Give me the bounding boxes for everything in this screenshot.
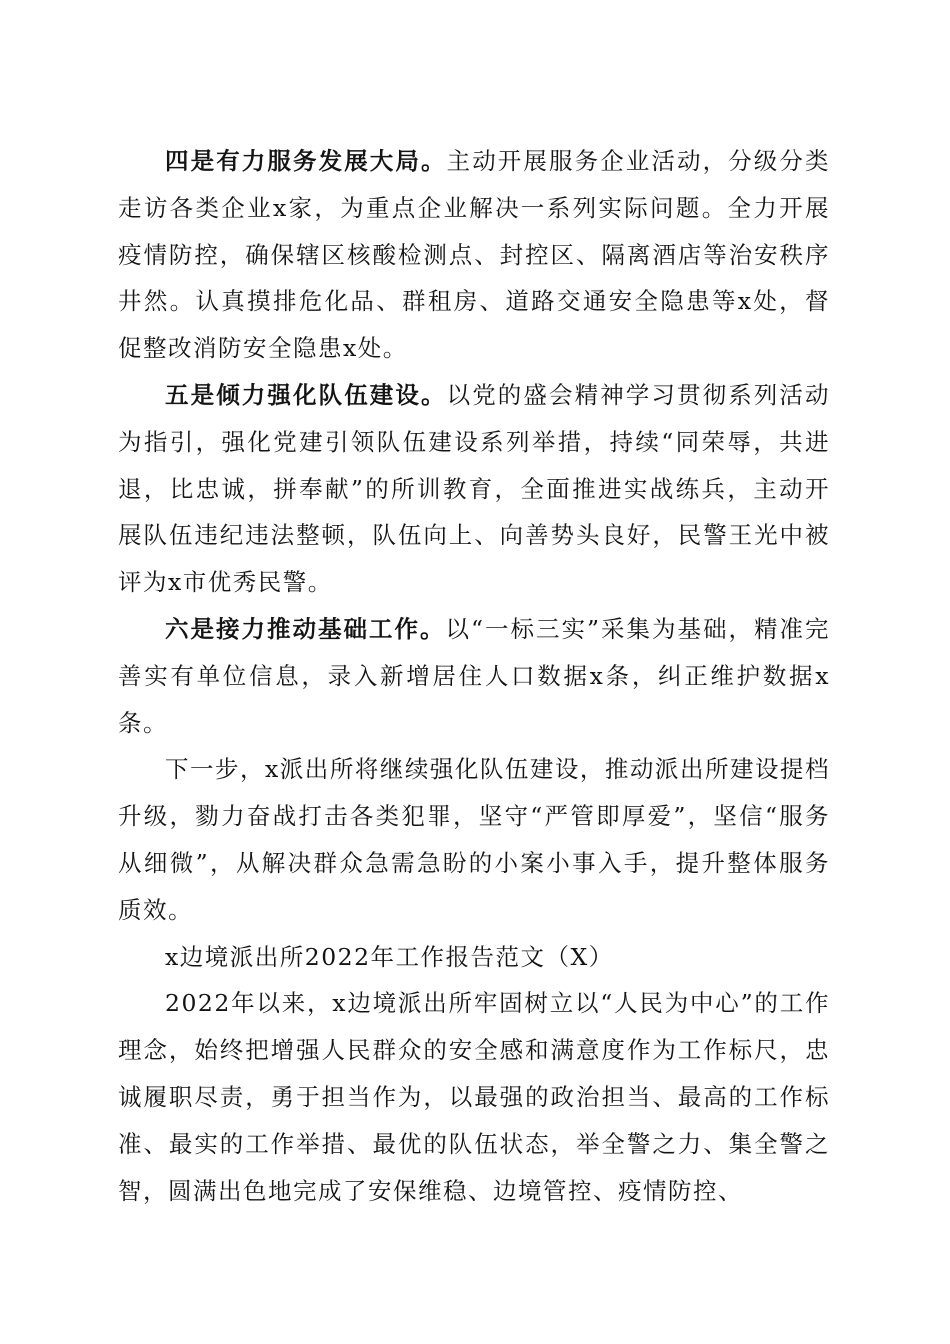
- paragraph-lead: 四是有力服务发展大局。: [165, 147, 447, 175]
- paragraph-body: 下一步，x派出所将继续强化队伍建设，推动派出所建设提档升级，勠力奋战打击各类犯罪，坚守“严管即厚爱”，坚信“服务从细微”，从解决群众急需急盼的小案小事入手，提升整体服务质效。: [118, 755, 830, 924]
- paragraph-body: 主动开展服务企业活动，分级分类走访各类企业x家，为重点企业解决一系列实际问题。全力开展疫情防控，确保辖区核酸检测点、封控区、隔离酒店等治安秩序井然。认真摸排危化品、群租房、道路交通安全隐患等x处，督促整改消防安全隐患x处。: [118, 147, 831, 363]
- paragraph-team-building: [118, 372, 830, 606]
- section-title: x边境派出所2022年工作报告范文（X）: [165, 942, 614, 971]
- paragraph-body: 以“一标三实”采集为基础，精准完善实有单位信息，录入新增居住人口数据x条，纠正维护数据x条。: [118, 614, 831, 737]
- paragraph-service-development: [118, 138, 830, 372]
- paragraph-body: 以党的盛会精神学习贯彻系列活动为指引，强化党建引领队伍建设系列举措，持续“同荣辱，共进退，比忠诚，拼奉献”的所训教育，全面推进实战练兵，主动开展队伍违纪违法整顿，队伍向上、向善势头良好，民警王光中被评为x市优秀民警。: [118, 380, 831, 597]
- paragraph-lead: 五是倾力强化队伍建设。: [165, 380, 447, 409]
- paragraph-basic-work: [118, 606, 830, 746]
- paragraph-next-steps: [118, 746, 830, 933]
- document-page: [118, 138, 830, 1214]
- paragraph-lead: 六是接力推动基础工作。: [165, 614, 446, 643]
- paragraph-report-intro: 2022年以来，x边境派出所牢固树立以“人民为中心”的工作理念，始终把增强人民群众的安全感和满意度作为工作标尺，忠诚履职尽责，勇于担当作为，以最强的政治担当、最高的工作标准、最实的工作举措、最优的队伍状态，举全警之力、集全警之智，圆满出色地完成了安保维稳、边境管控、疫情防控、: [118, 989, 830, 1205]
